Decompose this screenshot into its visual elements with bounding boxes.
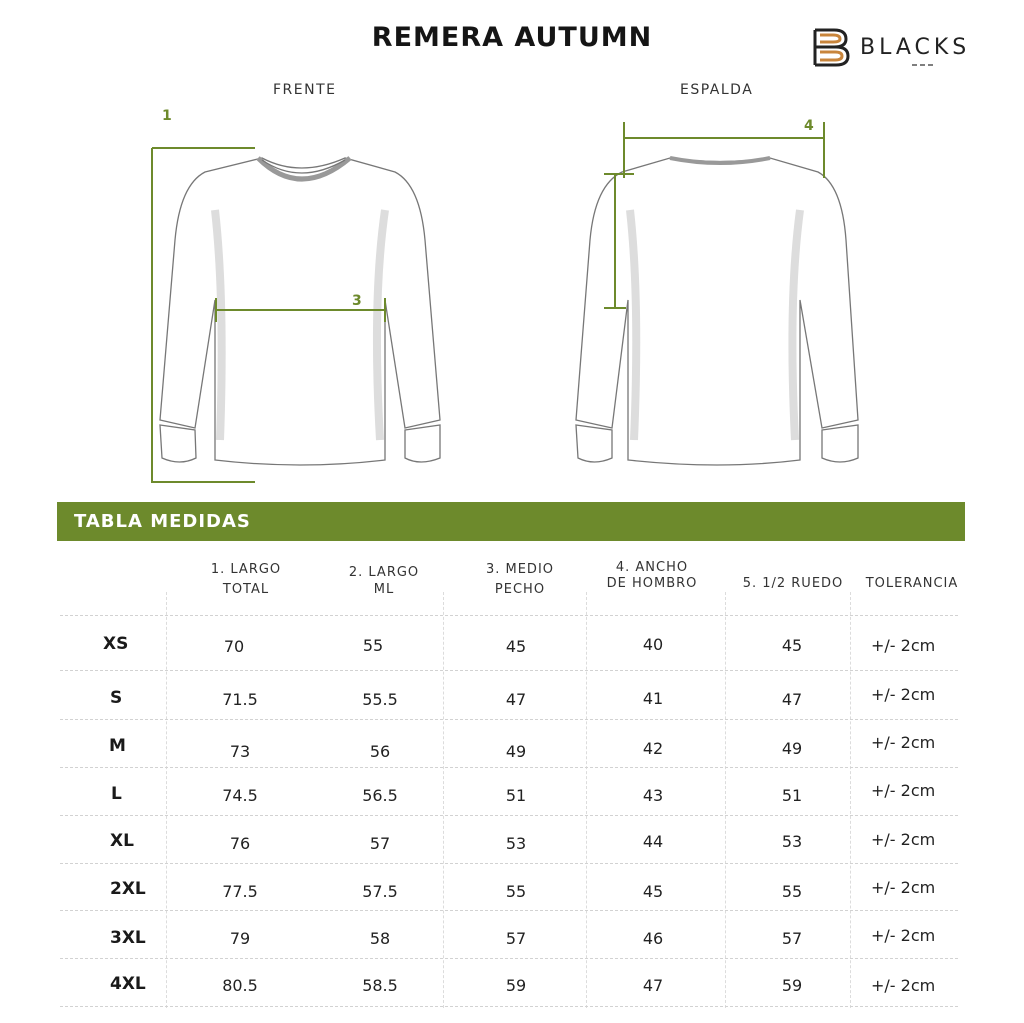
cell-largo-total: 71.5 xyxy=(222,690,258,709)
table-row-divider xyxy=(60,1006,958,1007)
table-row-divider xyxy=(60,767,958,768)
front-shirt-illustration xyxy=(160,158,440,465)
cell-ancho-hombro: 41 xyxy=(642,689,664,708)
size-label: M xyxy=(109,736,126,756)
cell-ruedo: 51 xyxy=(781,786,803,805)
cell-ruedo: 45 xyxy=(781,636,803,655)
cell-largo-ml: 58.5 xyxy=(362,976,398,995)
marker-4: 4 xyxy=(804,118,814,134)
column-divider xyxy=(586,592,587,1008)
cell-ancho-hombro: 44 xyxy=(642,832,664,851)
cell-ruedo: 57 xyxy=(781,929,803,948)
cell-medio-pecho: 57 xyxy=(505,929,527,948)
column-divider xyxy=(725,592,726,1008)
size-label: L xyxy=(111,784,122,804)
table-row-divider xyxy=(60,615,958,616)
back-shirt-illustration xyxy=(576,158,858,465)
column-divider xyxy=(166,592,167,1008)
cell-ruedo: 47 xyxy=(781,690,803,709)
cell-medio-pecho: 49 xyxy=(505,742,527,761)
column-header-ruedo: 5. 1/2 RUEDO xyxy=(742,576,844,591)
cell-largo-ml: 55.5 xyxy=(362,690,398,709)
cell-largo-total: 76 xyxy=(229,834,251,853)
cell-ruedo: 55 xyxy=(781,882,803,901)
table-row-divider xyxy=(60,670,958,671)
size-table xyxy=(0,548,1024,1018)
cell-ancho-hombro: 43 xyxy=(642,786,664,805)
size-label: 2XL xyxy=(110,879,146,899)
table-row-divider xyxy=(60,863,958,864)
cell-largo-total: 80.5 xyxy=(222,976,258,995)
page-title: REMERA AUTUMN xyxy=(371,22,653,53)
size-label: 3XL xyxy=(110,928,146,948)
brand-logo xyxy=(812,26,1002,70)
column-header-tolerancia: TOLERANCIA xyxy=(865,576,959,591)
cell-medio-pecho: 59 xyxy=(505,976,527,995)
cell-ancho-hombro: 42 xyxy=(642,739,664,758)
cell-medio-pecho: 45 xyxy=(505,637,527,656)
cell-tolerancia: +/- 2cm xyxy=(871,830,936,849)
cell-ancho-hombro: 45 xyxy=(642,882,664,901)
size-table-heading: TABLA MEDIDAS xyxy=(74,511,251,532)
cell-medio-pecho: 47 xyxy=(505,690,527,709)
cell-ruedo: 49 xyxy=(781,739,803,758)
size-table-header-band xyxy=(57,502,965,541)
cell-tolerancia: +/- 2cm xyxy=(871,781,936,800)
size-label: XS xyxy=(103,634,129,654)
cell-largo-total: 70 xyxy=(223,637,245,656)
cell-largo-total: 77.5 xyxy=(222,882,258,901)
cell-ancho-hombro: 47 xyxy=(642,976,664,995)
cell-medio-pecho: 51 xyxy=(505,786,527,805)
size-label: 4XL xyxy=(110,974,146,994)
cell-largo-ml: 56 xyxy=(369,742,391,761)
marker-3: 3 xyxy=(352,293,362,309)
column-header-largo-ml: 2. LARGO ML xyxy=(348,565,420,597)
cell-tolerancia: +/- 2cm xyxy=(871,926,936,945)
table-row-divider xyxy=(60,719,958,720)
cell-ruedo: 53 xyxy=(781,832,803,851)
table-row-divider xyxy=(60,958,958,959)
cell-largo-total: 79 xyxy=(229,929,251,948)
cell-tolerancia: +/- 2cm xyxy=(871,878,936,897)
marker-1: 1 xyxy=(162,108,172,124)
cell-largo-total: 74.5 xyxy=(222,786,258,805)
cell-tolerancia: +/- 2cm xyxy=(871,685,936,704)
cell-largo-ml: 56.5 xyxy=(362,786,398,805)
size-label: S xyxy=(110,688,123,708)
size-label: XL xyxy=(110,831,134,851)
cell-tolerancia: +/- 2cm xyxy=(871,733,936,752)
b-stripes-logo-icon xyxy=(812,26,856,70)
cell-tolerancia: +/- 2cm xyxy=(871,976,936,995)
cell-largo-total: 73 xyxy=(229,742,251,761)
cell-tolerancia: +/- 2cm xyxy=(871,636,936,655)
column-divider xyxy=(443,592,444,1008)
cell-ruedo: 59 xyxy=(781,976,803,995)
brand-name: BLACKS xyxy=(860,35,971,60)
garment-diagram xyxy=(0,95,1024,495)
column-header-medio-pecho: 3. MEDIO PECHO xyxy=(485,562,555,597)
cell-largo-ml: 57.5 xyxy=(362,882,398,901)
cell-largo-ml: 55 xyxy=(362,636,384,655)
back-view-label: ESPALDA xyxy=(680,82,754,98)
cell-ancho-hombro: 40 xyxy=(642,635,664,654)
column-header-largo-total: 1. LARGO TOTAL xyxy=(210,562,282,597)
column-header-ancho-hombro: 4. ANCHO DE HOMBRO xyxy=(606,560,698,591)
front-view-label: FRENTE xyxy=(273,82,337,98)
brand-dots-icon xyxy=(912,62,952,68)
cell-medio-pecho: 53 xyxy=(505,834,527,853)
cell-largo-ml: 58 xyxy=(369,929,391,948)
table-row-divider xyxy=(60,910,958,911)
cell-medio-pecho: 55 xyxy=(505,882,527,901)
cell-largo-ml: 57 xyxy=(369,834,391,853)
cell-ancho-hombro: 46 xyxy=(642,929,664,948)
table-row-divider xyxy=(60,815,958,816)
column-divider xyxy=(850,592,851,1008)
